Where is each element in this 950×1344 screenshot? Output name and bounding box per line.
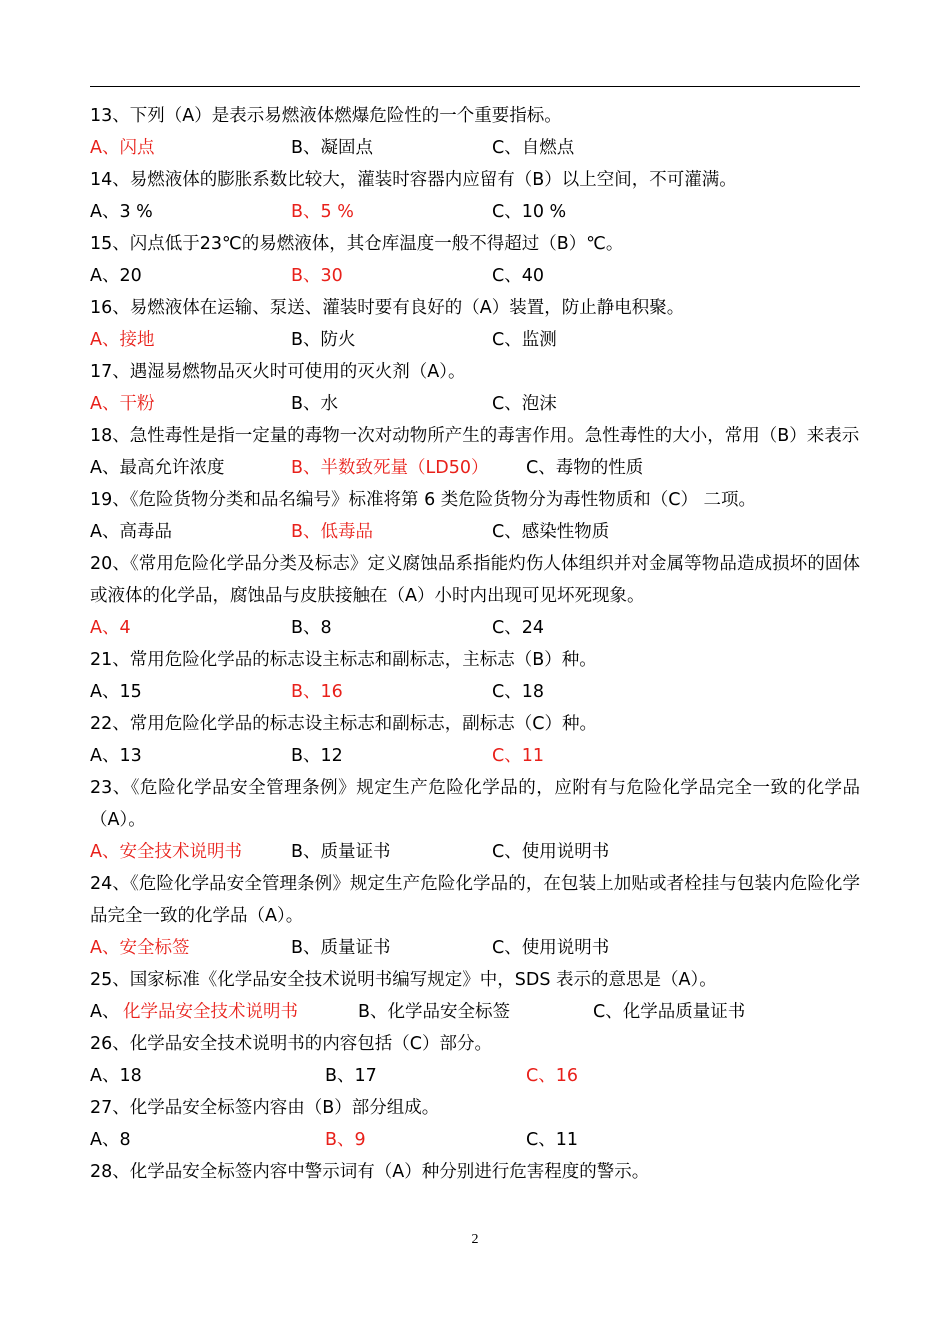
option-b: B、17 (325, 1066, 377, 1086)
option-b-correct: B、5 % (291, 202, 354, 222)
option-a: A、高毒品 (90, 522, 172, 542)
option-c: C、18 (492, 682, 544, 702)
question-13 (90, 100, 860, 164)
option-b: B、凝固点 (291, 138, 374, 158)
option-row (90, 388, 860, 420)
question-26 (90, 1028, 860, 1092)
question-text: 13、下列（A）是表示易燃液体燃爆危险性的一个重要指标。 (90, 106, 562, 126)
question-text: 15、闪点低于23℃的易燃液体，其仓库温度一般不得超过（B）℃。 (90, 234, 624, 254)
option-a: A、3 % (90, 202, 153, 222)
option-c: C、40 (492, 266, 544, 286)
option-b: B、质量证书 (291, 842, 391, 862)
option-b-correct: B、9 (325, 1130, 366, 1150)
option-a-correct: A、安全标签 (90, 938, 190, 958)
option-c: C、化学品质量证书 (593, 1002, 746, 1022)
option-row (90, 516, 860, 548)
option-row (90, 132, 860, 164)
option-c-correct: C、11 (492, 746, 544, 766)
question-25 (90, 964, 860, 1028)
option-a-prefix: A、 (90, 1002, 120, 1022)
option-b-correct: B、半数致死量（LD50） (291, 458, 489, 478)
option-b: B、化学品安全标签 (358, 1002, 511, 1022)
question-23 (90, 772, 860, 868)
option-c: C、24 (492, 618, 544, 638)
option-a-correct: A、干粉 (90, 394, 155, 414)
option-a-correct: A、4 (90, 618, 131, 638)
option-row (90, 324, 860, 356)
option-a: A、20 (90, 266, 142, 286)
question-text: 26、化学品安全技术说明书的内容包括（C）部分。 (90, 1034, 492, 1054)
question-text: 20、《常用危险化学品分类及标志》定义腐蚀品系指能灼伤人体组织并对金属等物品造成损坏的固体或液体的化学品，腐蚀品与皮肤接触在（A）小时内出现可见坏死现象。 (90, 554, 860, 606)
option-c: C、使用说明书 (492, 938, 610, 958)
option-b: B、防火 (291, 330, 356, 350)
question-27 (90, 1092, 860, 1156)
question-text: 25、国家标准《化学品安全技术说明书编写规定》中，SDS 表示的意思是（A）。 (90, 970, 717, 990)
option-row (90, 996, 860, 1028)
option-row (90, 1060, 860, 1092)
question-text: 18、急性毒性是指一定量的毒物一次对动物所产生的毒害作用。急性毒性的大小，常用（B）来表示 (90, 426, 860, 446)
question-text: 22、常用危险化学品的标志设主标志和副标志，副标志（C）种。 (90, 714, 597, 734)
option-a: A、最高允许浓度 (90, 458, 225, 478)
option-a-correct: 化学品安全技术说明书 (123, 1002, 298, 1022)
option-row (90, 612, 860, 644)
question-16 (90, 292, 860, 356)
question-24 (90, 868, 860, 964)
option-a-correct: A、闪点 (90, 138, 155, 158)
question-text: 27、化学品安全标签内容由（B）部分组成。 (90, 1098, 440, 1118)
option-b: B、水 (291, 394, 339, 414)
option-row (90, 196, 860, 228)
question-text: 17、遇湿易燃物品灭火时可使用的灭火剂（A）。 (90, 362, 466, 382)
header-rule (90, 86, 860, 87)
option-b-correct: B、30 (291, 266, 343, 286)
question-text: 28、化学品安全标签内容中警示词有（A）种分别进行危害程度的警示。 (90, 1162, 650, 1182)
option-b-correct: B、低毒品 (291, 522, 374, 542)
question-text: 14、易燃液体的膨胀系数比较大，灌装时容器内应留有（B）以上空间，不可灌满。 (90, 170, 737, 190)
option-c: C、11 (526, 1130, 578, 1150)
option-c: C、使用说明书 (492, 842, 610, 862)
option-row (90, 260, 860, 292)
question-15 (90, 228, 860, 292)
option-c-correct: C、16 (526, 1066, 578, 1086)
question-21 (90, 644, 860, 708)
question-text: 16、易燃液体在运输、泵送、灌装时要有良好的（A）装置，防止静电积聚。 (90, 298, 685, 318)
option-c: C、毒物的性质 (526, 458, 644, 478)
option-c: C、监测 (492, 330, 557, 350)
option-row (90, 1124, 860, 1156)
option-b: B、8 (291, 618, 332, 638)
question-14 (90, 164, 860, 228)
question-text: 19、《危险货物分类和品名编号》标准将第 6 类危险货物分为毒性物质和（C） 二项。 (90, 490, 757, 510)
question-list (90, 100, 860, 1188)
question-17 (90, 356, 860, 420)
question-22 (90, 708, 860, 772)
option-row (90, 452, 860, 484)
question-text: 23、《危险化学品安全管理条例》规定生产危险化学品的，应附有与危险化学品完全一致的化学品（A）。 (90, 778, 860, 830)
option-c: C、自燃点 (492, 138, 575, 158)
option-b-correct: B、16 (291, 682, 343, 702)
option-c: C、泡沫 (492, 394, 557, 414)
option-row (90, 836, 860, 868)
question-text: 24、《危险化学品安全管理条例》规定生产危险化学品的，在包装上加贴或者栓挂与包装内危险化学品完全一致的化学品（A）。 (90, 874, 860, 926)
option-b: B、质量证书 (291, 938, 391, 958)
option-b: B、12 (291, 746, 343, 766)
option-a: A、18 (90, 1066, 142, 1086)
option-a: A、8 (90, 1130, 131, 1150)
option-row (90, 676, 860, 708)
option-c: C、10 % (492, 202, 567, 222)
question-18 (90, 420, 860, 484)
option-a: A、13 (90, 746, 142, 766)
question-19 (90, 484, 860, 548)
option-row (90, 932, 860, 964)
question-20 (90, 548, 860, 644)
option-a: A、15 (90, 682, 142, 702)
question-text: 21、常用危险化学品的标志设主标志和副标志，主标志（B）种。 (90, 650, 597, 670)
option-a-correct: A、接地 (90, 330, 155, 350)
option-row (90, 740, 860, 772)
page-number: 2 (471, 1232, 479, 1247)
option-a-correct: A、安全技术说明书 (90, 842, 242, 862)
question-28 (90, 1156, 860, 1188)
option-c: C、感染性物质 (492, 522, 610, 542)
